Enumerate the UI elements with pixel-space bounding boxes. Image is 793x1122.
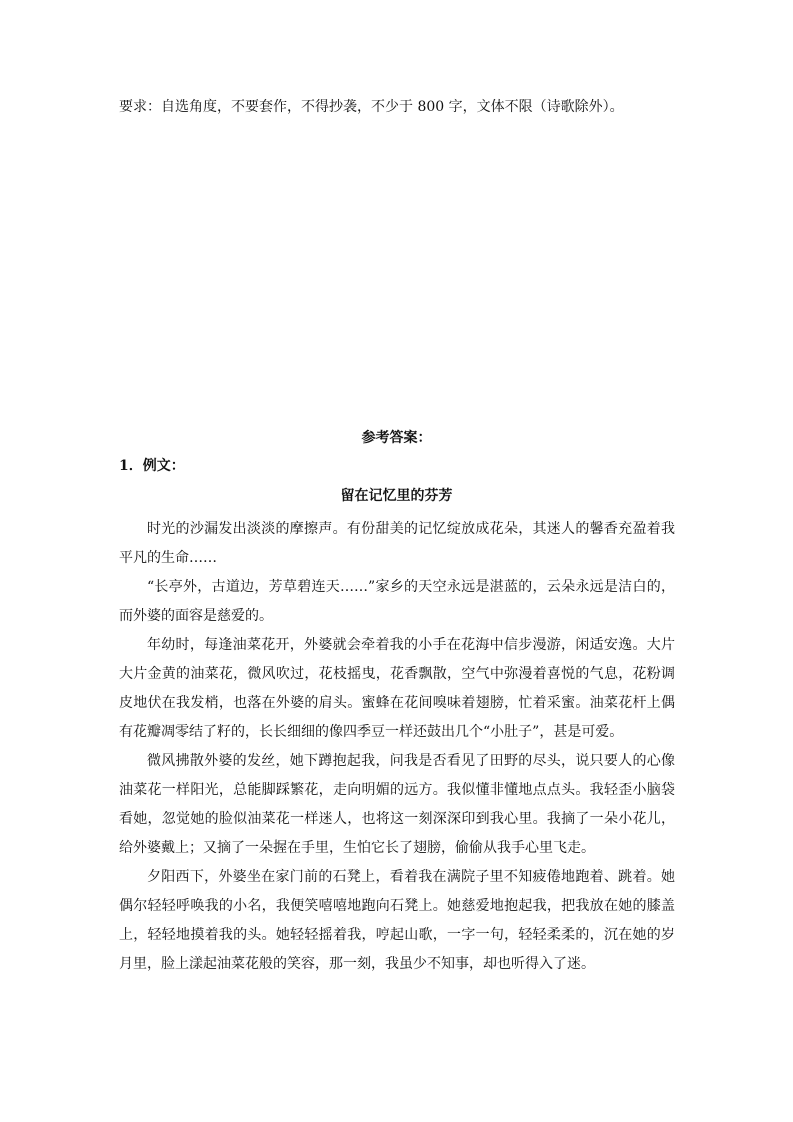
essay-paragraph: 微风拂散外婆的发丝，她下蹲抱起我，问我是否看见了田野的尽头，说只要人的心像油菜花一样阳光，总能脚踩繁花，走向明媚的远方。我似懂非懂地点点头。我轻歪小脑袋看她，忽觉她的脸似油菜花一样迷人，也将这一刻深深印到我心里。我摘了一朵小花儿，给外婆戴上；又摘了一朵握在手里，生怕它长了翅膀，偷偷从我手心里飞走。 bbox=[119, 753, 675, 856]
essay-paragraph: 时光的沙漏发出淡淡的摩擦声。有份甜美的记忆绽放成花朵，其迷人的馨香充盈着我平凡的生命…… bbox=[119, 521, 675, 566]
answer-heading: 参考答案： bbox=[361, 430, 432, 446]
essay-title: 留在记忆里的芬芳 bbox=[340, 488, 453, 504]
essay-paragraph: “长亭外，古道边，芳草碧连天……”家乡的天空永远是湛蓝的，云朵永远是洁白的，而外婆的面容是慈爱的。 bbox=[119, 579, 675, 624]
essay-paragraph: 年幼时，每逢油菜花开，外婆就会牵着我的小手在花海中信步漫游，闲适安逸。大片大片金黄的油菜花，微风吹过，花枝摇曳，花香飘散，空气中弥漫着喜悦的气息，花粉调皮地伏在我发梢，也落在外婆的肩头。蜜蜂在花间嗅味着翅膀，忙着采蜜。油菜花杆上偶有花瓣凋零结了籽的，长长细细的像四季豆一样还鼓出几个“小肚子”，甚是可爱。 bbox=[119, 637, 675, 740]
requirement-text: 要求：自选角度，不要套作，不得抄袭，不少于 800 字，文体不限（诗歌除外）。 bbox=[119, 99, 624, 115]
essay-body bbox=[119, 515, 675, 979]
essay-paragraph: 夕阳西下，外婆坐在家门前的石凳上，看着我在满院子里不知疲倦地跑着、跳着。她偶尔轻轻呼唤我的小名，我便笑嘻嘻地跑向石凳上。她慈爱地抱起我，把我放在她的膝盖上，轻轻地摸着我的头。她轻轻摇着我，哼起山歌，一字一句，轻轻柔柔的，沉在她的岁月里，脸上漾起油菜花般的笑容，那一刻，我虽少不知事，却也听得入了迷。 bbox=[119, 869, 675, 972]
item-label: 1．例文： bbox=[119, 458, 185, 474]
